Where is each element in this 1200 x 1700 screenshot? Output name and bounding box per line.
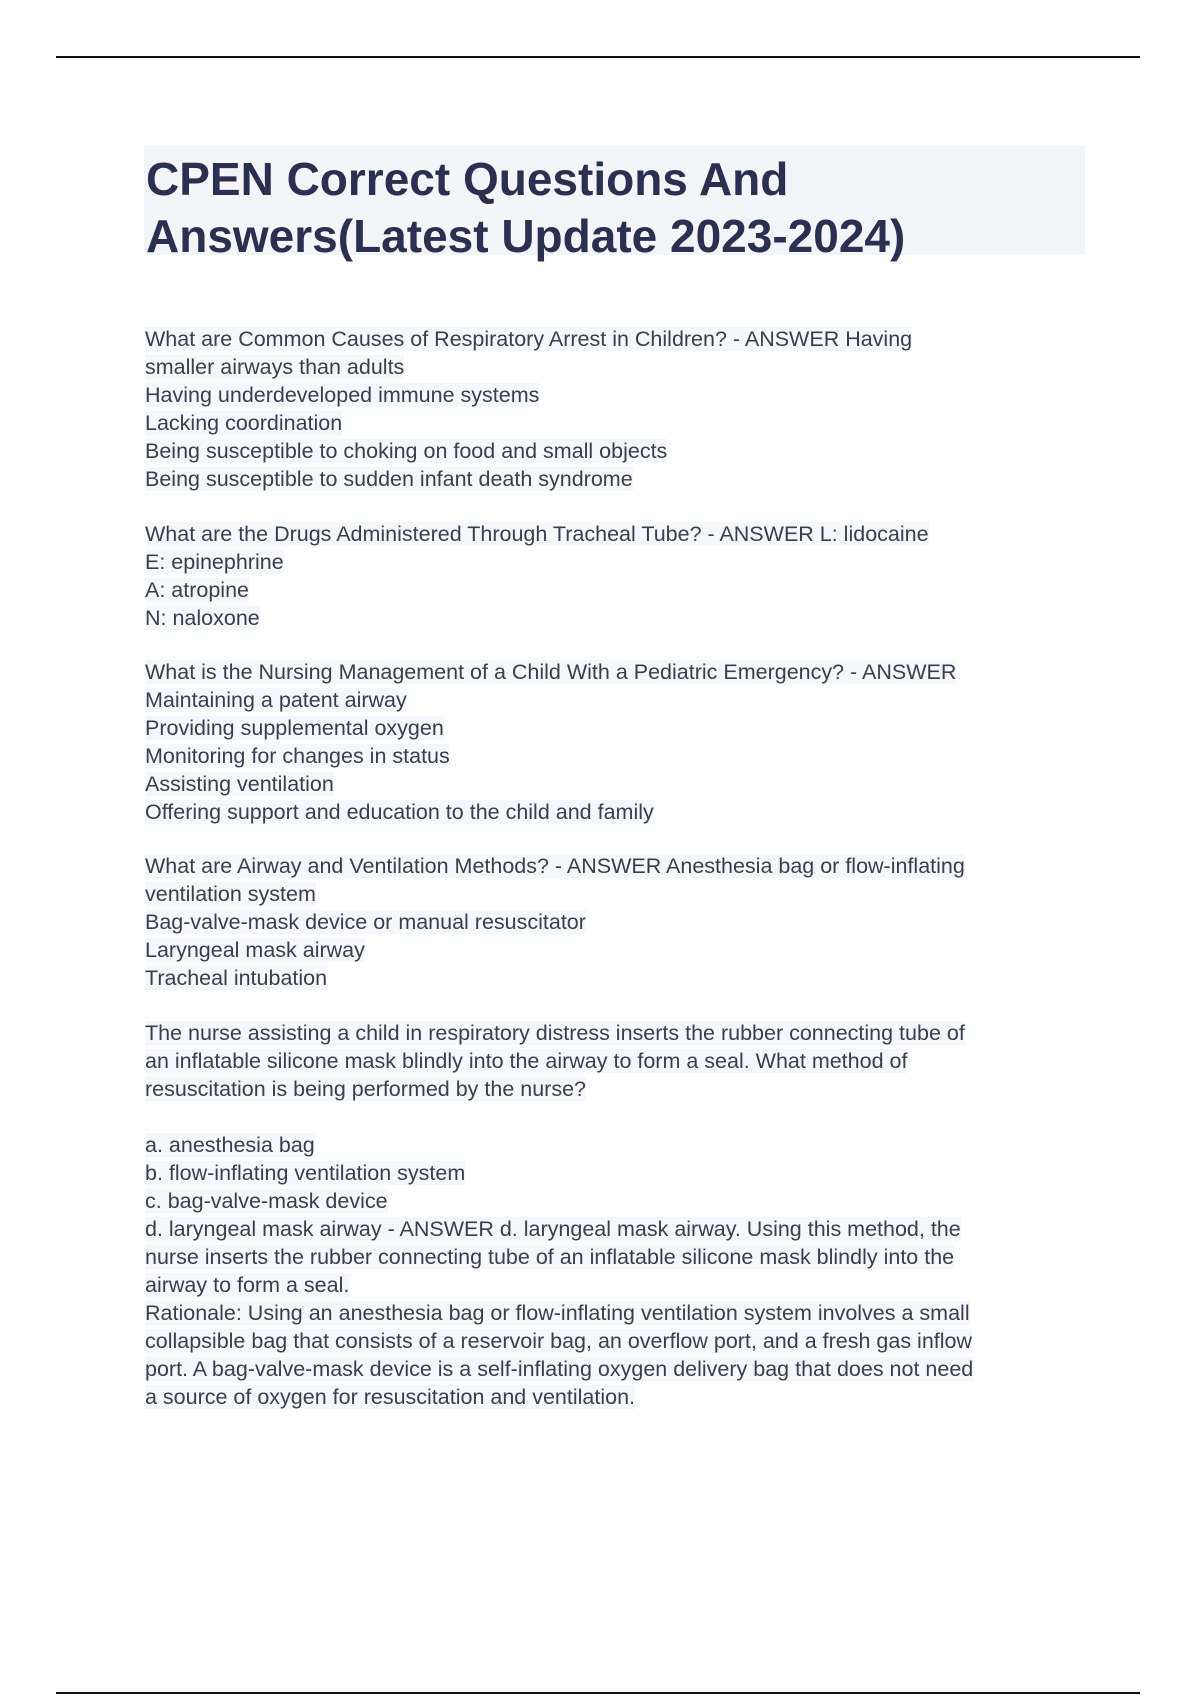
text-line-content: Rationale: Using an anesthesia bag or flow-inflating ventilation system involves a small	[145, 1301, 970, 1325]
text-line	[145, 714, 1085, 742]
text-line-content: a. anesthesia bag	[145, 1133, 315, 1157]
options-and-answer	[145, 1131, 1085, 1411]
text-line-content: Tracheal intubation	[145, 966, 328, 990]
text-line	[145, 1159, 1085, 1187]
text-line-content: Assisting ventilation	[145, 772, 334, 796]
text-line-content: b. flow-inflating ventilation system	[145, 1161, 466, 1185]
document-title-box	[144, 145, 1085, 262]
text-line-content: ventilation system	[145, 882, 316, 906]
text-line-content: port. A bag-valve-mask device is a self-inflating oxygen delivery bag that does not need	[145, 1357, 974, 1381]
text-line-content: airway to form a seal.	[145, 1273, 350, 1297]
footer-rule	[56, 1692, 1140, 1694]
title-line: CPEN Correct Questions And	[146, 153, 789, 205]
text-line	[145, 852, 1085, 880]
text-line	[145, 1131, 1085, 1159]
text-line	[145, 381, 1085, 409]
text-line	[145, 936, 1085, 964]
question-resuscitation-method	[145, 1019, 1085, 1103]
text-line-content: nurse inserts the rubber connecting tube of an inflatable silicone mask blindly into the	[145, 1245, 955, 1269]
text-line-content: Laryngeal mask airway	[145, 938, 365, 962]
text-line-content: Having underdeveloped immune systems	[145, 383, 540, 407]
text-line	[145, 465, 1085, 493]
text-line	[145, 520, 1085, 548]
text-line	[145, 353, 1085, 381]
text-line	[145, 964, 1085, 992]
text-line	[145, 1327, 1085, 1355]
text-line-content: a source of oxygen for resuscitation and ventilation.	[145, 1385, 636, 1409]
text-line	[145, 1271, 1085, 1299]
title-line: Answers(Latest Update 2023-2024)	[146, 210, 906, 262]
text-line-content: What is the Nursing Management of a Child With a Pediatric Emergency? - ANSWER	[145, 660, 957, 684]
text-line	[145, 1299, 1085, 1327]
text-line	[145, 548, 1085, 576]
text-line-content: N: naloxone	[145, 606, 260, 630]
text-line	[145, 1075, 1085, 1103]
text-line-content: collapsible bag that consists of a reservoir bag, an overflow port, and a fresh gas inflow	[145, 1329, 973, 1353]
qa-nursing-management	[145, 658, 1085, 826]
text-line-content: resuscitation is being performed by the nurse?	[145, 1077, 586, 1101]
text-line	[145, 325, 1085, 353]
text-line-content: What are the Drugs Administered Through Tracheal Tube? - ANSWER L: lidocaine	[145, 522, 929, 546]
text-line-content: d. laryngeal mask airway - ANSWER d. laryngeal mask airway. Using this method, the	[145, 1217, 961, 1241]
text-line	[145, 604, 1085, 632]
qa-airway-methods	[145, 852, 1085, 992]
text-line	[145, 686, 1085, 714]
text-line	[145, 1215, 1085, 1243]
text-line	[145, 1383, 1085, 1411]
header-rule	[56, 56, 1140, 58]
text-line-content: Being susceptible to choking on food and small objects	[145, 439, 668, 463]
text-line	[145, 437, 1085, 465]
text-line-content: Bag-valve-mask device or manual resuscitator	[145, 910, 586, 934]
text-line-content: an inflatable silicone mask blindly into the airway to form a seal. What method of	[145, 1049, 908, 1073]
text-line-content: Lacking coordination	[145, 411, 343, 435]
text-line-content: smaller airways than adults	[145, 355, 405, 379]
text-line-content: E: epinephrine	[145, 550, 284, 574]
text-line	[145, 409, 1085, 437]
text-line	[145, 880, 1085, 908]
text-line	[145, 1047, 1085, 1075]
text-line-content: What are Airway and Ventilation Methods? - ANSWER Anesthesia bag or flow-inflating	[145, 854, 965, 878]
text-line-content: Monitoring for changes in status	[145, 744, 450, 768]
text-line	[145, 1019, 1085, 1047]
text-line	[145, 770, 1085, 798]
qa-respiratory-arrest	[145, 325, 1085, 493]
text-line	[145, 1243, 1085, 1271]
text-line-content: A: atropine	[145, 578, 249, 602]
text-line-content: What are Common Causes of Respiratory Arrest in Children? - ANSWER Having	[145, 327, 913, 351]
text-line-content: Offering support and education to the child and family	[145, 800, 654, 824]
text-line-content: The nurse assisting a child in respiratory distress inserts the rubber connecting tube of	[145, 1021, 965, 1045]
text-line-content: Providing supplemental oxygen	[145, 716, 444, 740]
text-line	[145, 576, 1085, 604]
text-line-content: Being susceptible to sudden infant death syndrome	[145, 467, 633, 491]
text-line-content: Maintaining a patent airway	[145, 688, 407, 712]
qa-tracheal-drugs	[145, 520, 1085, 632]
text-line	[145, 908, 1085, 936]
text-line	[145, 658, 1085, 686]
text-line	[145, 1355, 1085, 1383]
text-line	[145, 1187, 1085, 1215]
document-title	[144, 145, 1085, 265]
text-line	[145, 742, 1085, 770]
text-line	[145, 798, 1085, 826]
text-line-content: c. bag-valve-mask device	[145, 1189, 388, 1213]
